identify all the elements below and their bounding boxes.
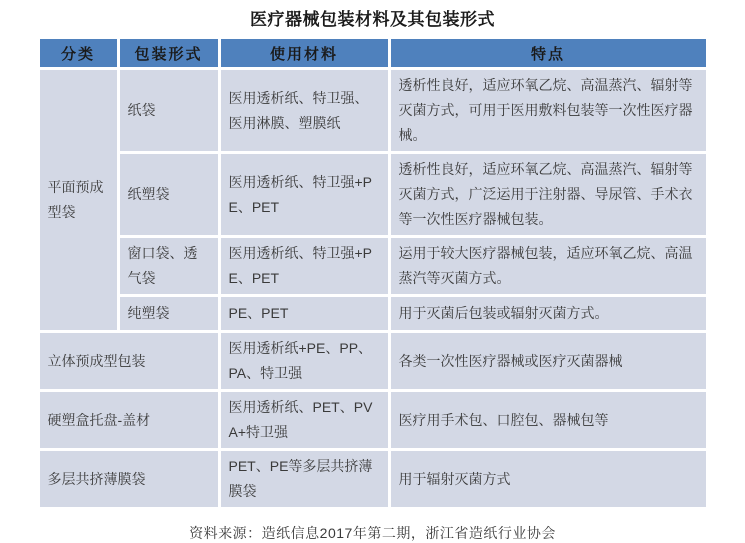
table-row-pure-plastic-bag	[38, 296, 707, 332]
feature-cell: 透析性良好，适应环氧乙烷、高温蒸汽、辐射等灭菌方式，可用于医用敷料包装等一次性医疗器械。	[389, 69, 707, 153]
form-cell: 硬塑盒托盘-盖材	[38, 391, 219, 450]
feature-cell: 用于辐射灭菌方式	[389, 450, 707, 509]
material-cell: 医用透析纸、特卫强+PE、PET	[219, 237, 389, 296]
form-cell: 多层共挤薄膜袋	[38, 450, 219, 509]
table-row-rigid-tray-lidding	[38, 391, 707, 450]
packaging-table	[37, 36, 709, 510]
material-cell: 医用透析纸、特卫强+PE、PET	[219, 153, 389, 237]
material-cell: 医用透析纸、PET、PVA+特卫强	[219, 391, 389, 450]
table-row-paper-bag	[38, 69, 707, 153]
table-row-paper-plastic-bag	[38, 153, 707, 237]
column-header-feature: 特点	[389, 38, 707, 69]
material-cell: PET、PE等多层共挤薄膜袋	[219, 450, 389, 509]
table-row-window-breathable-bag	[38, 237, 707, 296]
table-row-multilayer-coextruded-film-bag	[38, 450, 707, 509]
feature-cell: 各类一次性医疗器械或医疗灭菌器械	[389, 332, 707, 391]
feature-cell: 用于灭菌后包装或辐射灭菌方式。	[389, 296, 707, 332]
feature-cell: 透析性良好，适应环氧乙烷、高温蒸汽、辐射等灭菌方式，广泛运用于注射器、导尿管、手术衣等一次性医疗器械包装。	[389, 153, 707, 237]
column-header-category: 分类	[38, 38, 118, 69]
column-header-form: 包装形式	[118, 38, 219, 69]
page-title: 医疗器械包装材料及其包装形式	[250, 10, 495, 29]
form-cell: 窗口袋、透气袋	[118, 237, 219, 296]
table-row-3d-preformed-packaging	[38, 332, 707, 391]
form-cell: 纸塑袋	[118, 153, 219, 237]
form-cell: 纸袋	[118, 69, 219, 153]
form-cell: 纯塑袋	[118, 296, 219, 332]
material-cell: 医用透析纸+PE、PP、PA、特卫强	[219, 332, 389, 391]
material-cell: 医用透析纸、特卫强、医用淋膜、塑膜纸	[219, 69, 389, 153]
category-cell-flat-preformed-bag: 平面预成型袋	[38, 69, 118, 332]
feature-cell: 医疗用手术包、口腔包、器械包等	[389, 391, 707, 450]
feature-cell: 运用于较大医疗器械包装，适应环氧乙烷、高温蒸汽等灭菌方式。	[389, 237, 707, 296]
material-cell: PE、PET	[219, 296, 389, 332]
form-cell: 立体预成型包装	[38, 332, 219, 391]
source-note: 资料来源：造纸信息2017年第二期，浙江省造纸行业协会	[189, 525, 556, 541]
column-header-material: 使用材料	[219, 38, 389, 69]
table-header-row	[38, 38, 707, 69]
